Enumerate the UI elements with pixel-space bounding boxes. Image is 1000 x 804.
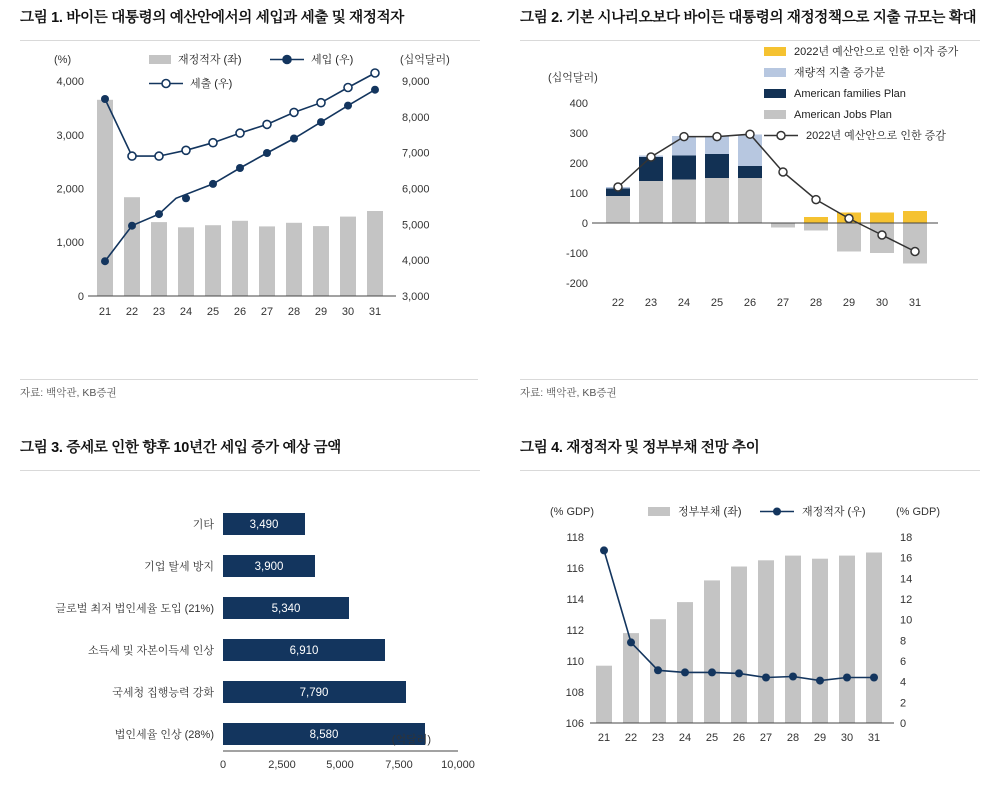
axis-tick: 5,000: [326, 758, 354, 771]
axis-tick: 106: [565, 717, 584, 730]
figure-2-panel: [500, 0, 1000, 430]
axis-tick: 9,000: [402, 75, 430, 88]
figure-2-legend: [764, 44, 959, 142]
axis-tick: 7,000: [402, 147, 430, 160]
bar-value: 7,790: [299, 686, 329, 699]
axis-tick: 30: [840, 731, 854, 744]
figure-1-title: 그림 1. 바이든 대통령의 예산안에서의 세입과 세출 및 재정적자: [20, 10, 404, 26]
axis-tick: 30: [875, 296, 889, 309]
figure-1-left-axis: [56, 76, 84, 303]
legend-label-discretionary: 재량적 지출 증가분: [794, 66, 886, 79]
axis-tick: 112: [566, 624, 584, 637]
axis-tick: 18: [900, 531, 913, 544]
axis-tick: 110: [566, 655, 584, 668]
figure-3-plot: [18, 471, 482, 791]
figure-1-svg: [18, 41, 488, 361]
figure-2-left-unit: (십억달러): [548, 71, 598, 84]
axis-tick: 27: [260, 305, 274, 318]
axis-tick: 22: [611, 296, 625, 309]
axis-tick: 3,000: [56, 129, 84, 142]
figure-4-right-axis: [900, 532, 912, 730]
figure-1-panel: [0, 0, 500, 430]
figure-2-source: 자료: 백악관, KB증권: [520, 387, 617, 399]
axis-tick: 24: [678, 731, 692, 744]
axis-tick: 2,500: [268, 758, 296, 771]
axis-tick: 31: [368, 305, 382, 318]
axis-tick: 21: [597, 731, 611, 744]
figure-2-plot: [518, 41, 982, 341]
axis-tick: 6: [900, 655, 907, 668]
figure-4-plot: [518, 471, 982, 791]
axis-tick: 4,000: [402, 254, 430, 267]
axis-tick: 8,000: [402, 111, 430, 124]
figure-2-source-rule: [520, 379, 978, 380]
axis-tick: 118: [566, 531, 584, 544]
axis-tick: 100: [569, 187, 588, 200]
legend-label-debt: 정부부채 (좌): [678, 505, 742, 518]
axis-tick: 국세청 집행능력 강화: [112, 686, 214, 699]
axis-tick: 24: [179, 305, 193, 318]
axis-tick: 6,000: [402, 183, 430, 196]
figure-4-svg: [518, 471, 988, 791]
figure-3-value-labels: [250, 519, 339, 741]
figure-4-left-axis: [566, 532, 584, 730]
figure-4-left-unit: (% GDP): [550, 505, 594, 518]
axis-tick: 16: [900, 552, 913, 565]
axis-tick: 29: [314, 305, 328, 318]
figure-2-y-axis: [566, 98, 588, 290]
bar-value: 8,580: [309, 728, 339, 741]
axis-tick: 116: [566, 562, 584, 575]
legend-label-deficit: 재정적자 (좌): [178, 53, 242, 66]
axis-tick: 29: [842, 296, 856, 309]
figure-1-left-unit: (%): [54, 53, 72, 66]
figure-3-category-labels: [56, 517, 215, 741]
axis-tick: 12: [900, 593, 913, 606]
figure-1-right-axis: [402, 76, 430, 303]
legend-label-jobs-plan: American Jobs Plan: [794, 108, 892, 121]
axis-tick: 28: [287, 305, 301, 318]
axis-tick: 21: [98, 305, 112, 318]
axis-tick: 31: [867, 731, 881, 744]
legend-label-outlay: 세출 (우): [190, 77, 233, 90]
axis-tick: 0: [219, 758, 227, 771]
axis-tick: 0: [900, 717, 907, 730]
axis-tick: 28: [809, 296, 823, 309]
axis-tick: 0: [77, 290, 84, 303]
figure-3-panel: [0, 430, 500, 804]
figure-4-legend: [648, 504, 866, 518]
legend-label-interest: 2022년 예산안으로 인한 이자 증가: [794, 45, 959, 58]
figure-3-x-axis: [220, 759, 475, 771]
axis-tick: 22: [624, 731, 638, 744]
figure-1-x-axis: [99, 306, 381, 318]
axis-tick: 1,000: [56, 236, 84, 249]
axis-tick: 10,000: [441, 758, 475, 771]
axis-tick: 300: [569, 127, 588, 140]
figure-4-bars: [596, 552, 882, 723]
figure-1-right-unit: (십억달러): [400, 53, 450, 66]
axis-tick: 26: [743, 296, 757, 309]
figure-4-panel: [500, 430, 1000, 804]
axis-tick: 23: [651, 731, 665, 744]
axis-tick: 114: [566, 593, 584, 606]
figure-3-bars: [223, 513, 425, 745]
axis-tick: 3,000: [402, 290, 430, 303]
figure-1-plot: [18, 41, 482, 361]
legend-label-change: 2022년 예산안으로 인한 증감: [806, 129, 946, 142]
axis-tick: 23: [644, 296, 658, 309]
axis-tick: 2,000: [56, 183, 84, 196]
axis-tick: 법인세율 인상 (28%): [114, 728, 214, 741]
axis-tick: 30: [341, 305, 355, 318]
axis-tick: 26: [233, 305, 247, 318]
figure-2-title: 그림 2. 기본 시나리오보다 바이든 대통령의 재정정책으로 지출 규모는 확대: [520, 10, 977, 26]
axis-tick: 22: [125, 305, 139, 318]
axis-tick: 2: [900, 697, 907, 710]
axis-tick: 5,000: [402, 219, 430, 232]
figure-2-x-axis: [612, 297, 921, 309]
axis-tick: 200: [569, 157, 588, 170]
axis-tick: 소득세 및 자본이득세 인상: [87, 644, 214, 657]
bar-value: 3,490: [249, 518, 279, 531]
figure-1-legend: [149, 52, 353, 90]
figure-1-outlay-line: [101, 69, 379, 160]
figure-3-unit: (억달러): [391, 733, 431, 746]
legend-label-revenue: 세입 (우): [311, 53, 354, 66]
axis-tick: 25: [206, 305, 220, 318]
axis-tick: 14: [900, 573, 913, 586]
figure-3-svg: [18, 471, 488, 791]
figure-4-right-unit: (% GDP): [896, 505, 940, 518]
axis-tick: 24: [677, 296, 691, 309]
axis-tick: 26: [732, 731, 746, 744]
axis-tick: 기업 탈세 방지: [144, 560, 214, 573]
axis-tick: 400: [569, 97, 588, 110]
bar-value: 3,900: [254, 560, 284, 573]
legend-label-deficit: 재정적자 (우): [802, 505, 866, 518]
axis-tick: 기타: [192, 518, 214, 531]
bar-value: 5,340: [271, 602, 301, 615]
figure-1-source-rule: [20, 379, 478, 380]
axis-tick: 4: [900, 676, 907, 689]
figure-1-source: 자료: 백악관, KB증권: [20, 387, 117, 399]
axis-tick: 28: [786, 731, 800, 744]
axis-tick: 0: [581, 217, 588, 230]
bar-value: 6,910: [289, 644, 319, 657]
axis-tick: 27: [759, 731, 773, 744]
axis-tick: -200: [565, 277, 588, 290]
axis-tick: 27: [776, 296, 790, 309]
axis-tick: 25: [710, 296, 724, 309]
axis-tick: -100: [565, 247, 588, 260]
axis-tick: 8: [900, 635, 907, 648]
axis-tick: 25: [705, 731, 719, 744]
figure-4-x-axis: [598, 732, 880, 744]
axis-tick: 7,500: [385, 758, 413, 771]
axis-tick: 4,000: [56, 75, 84, 88]
axis-tick: 29: [813, 731, 827, 744]
axis-tick: 23: [152, 305, 166, 318]
axis-tick: 10: [900, 614, 913, 627]
figure-2-svg: [518, 41, 988, 341]
axis-tick: 31: [908, 296, 922, 309]
legend-label-families-plan: American families Plan: [794, 87, 906, 100]
axis-tick: 글로벌 최저 법인세율 도입 (21%): [55, 602, 214, 615]
figure-3-title: 그림 3. 증세로 인한 향후 10년간 세입 증가 예상 금액: [20, 440, 342, 456]
axis-tick: 108: [565, 686, 584, 699]
figure-4-title: 그림 4. 재정적자 및 정부부채 전망 추이: [520, 440, 760, 456]
